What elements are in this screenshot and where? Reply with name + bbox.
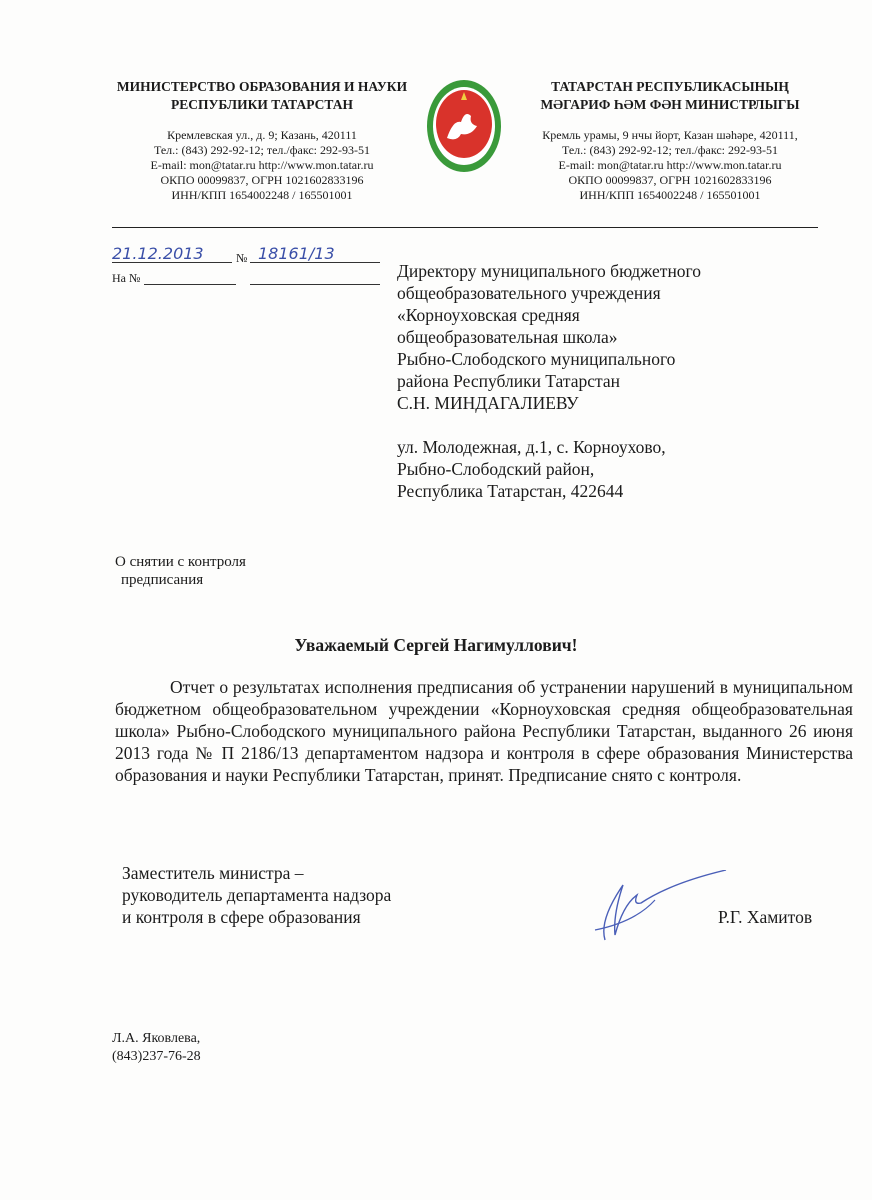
ministry-title-tt: ТАТАРСТАН РЕСПУБЛИКАСЫНЫҢ bbox=[551, 79, 789, 94]
position-line: руководитель департамента надзора bbox=[122, 885, 392, 905]
reference-number-line bbox=[250, 268, 380, 285]
addressee-block bbox=[397, 260, 701, 502]
header-divider bbox=[112, 227, 818, 228]
addressee-line: Рыбно-Слободского муниципального bbox=[397, 349, 676, 369]
executor-name: Л.А. Яковлева, bbox=[112, 1031, 201, 1046]
signature bbox=[585, 870, 730, 950]
number-field bbox=[250, 244, 380, 263]
phone-line: Тел.: (843) 292-92-12; тел./факс: 292-93-51 bbox=[153, 143, 371, 157]
okpo-line: ОКПО 00099837, ОГРН 1021602833196 bbox=[160, 173, 364, 187]
signatory-position bbox=[122, 862, 391, 928]
header-right bbox=[520, 78, 820, 203]
signatory-name: Р.Г. Хамитов bbox=[718, 907, 813, 927]
email-line: E-mail: mon@tatar.ru http://www.mon.tatar.ru bbox=[558, 158, 782, 172]
okpo-line: ОКПО 00099837, ОГРН 1021602833196 bbox=[568, 173, 772, 187]
number-label: № bbox=[236, 251, 248, 265]
addressee-line: общеобразовательного учреждения bbox=[397, 283, 661, 303]
ministry-subtitle-ru: РЕСПУБЛИКИ ТАТАРСТАН bbox=[171, 97, 353, 112]
subject-line: О снятии с контроля bbox=[115, 554, 246, 570]
address-line: ул. Молодежная, д.1, с. Корноухово, bbox=[397, 437, 666, 457]
addressee-line: района Республики Татарстан bbox=[397, 371, 621, 391]
executor-phone: (843)237-76-28 bbox=[112, 1049, 201, 1064]
date-value: 21.12.2013 bbox=[112, 244, 204, 263]
addressee-line: общеобразовательная школа» bbox=[397, 327, 618, 347]
salutation: Уважаемый Сергей Нагимуллович! bbox=[294, 635, 578, 655]
addressee-line: Директору муниципального бюджетного bbox=[397, 261, 702, 281]
email-line: E-mail: mon@tatar.ru http://www.mon.tatar.ru bbox=[150, 158, 374, 172]
inn-line: ИНН/КПП 1654002248 / 165501001 bbox=[579, 188, 761, 202]
address-line: Кремлевская ул., д. 9; Казань, 420111 bbox=[167, 128, 357, 142]
number-value: 18161/13 bbox=[258, 244, 335, 263]
subject bbox=[115, 553, 246, 589]
tatarstan-emblem bbox=[425, 78, 503, 174]
address-line: Республика Татарстан, 422644 bbox=[397, 481, 624, 501]
addressee-line: «Корноуховская средняя bbox=[397, 305, 580, 325]
executor bbox=[112, 1030, 201, 1066]
ministry-title-ru: МИНИСТЕРСТВО ОБРАЗОВАНИЯ И НАУКИ bbox=[116, 79, 408, 94]
position-line: и контроля в сфере образования bbox=[122, 907, 361, 927]
header-left bbox=[112, 78, 412, 203]
body-paragraph: Отчет о результатах исполнения предписания об устранении нарушений в муниципальном бюджетном общеобразовательном учреждении «Корноуховская средняя общеобразовательная школа» Рыбно-Слободского муниципального района Республики Татарстан, выданного 26 июня 2013 года № П 2186/13 департаментом надзора и контроля в сфере образования Министерства образования и науки Республики Татарстан, принят. Предписание снято с контроля. bbox=[115, 677, 853, 785]
position-line: Заместитель министра – bbox=[122, 863, 304, 883]
address-line: Рыбно-Слободский район, bbox=[397, 459, 595, 479]
address-line: Кремль урамы, 9 нчы йорт, Казан шәһәре, 420111, bbox=[542, 128, 798, 142]
reference-label: На № bbox=[112, 271, 141, 285]
inn-line: ИНН/КПП 1654002248 / 165501001 bbox=[171, 188, 353, 202]
addressee-name: С.Н. МИНДАГАЛИЕВУ bbox=[397, 393, 579, 413]
reference-date-line bbox=[144, 268, 236, 285]
date-field bbox=[112, 244, 232, 263]
phone-line: Тел.: (843) 292-92-12; тел./факс: 292-93-51 bbox=[561, 143, 779, 157]
subject-line: предписания bbox=[121, 572, 204, 588]
ministry-subtitle-tt: МӘГАРИФ ҺӘМ ФӘН МИНИСТРЛЫГЫ bbox=[540, 97, 800, 112]
